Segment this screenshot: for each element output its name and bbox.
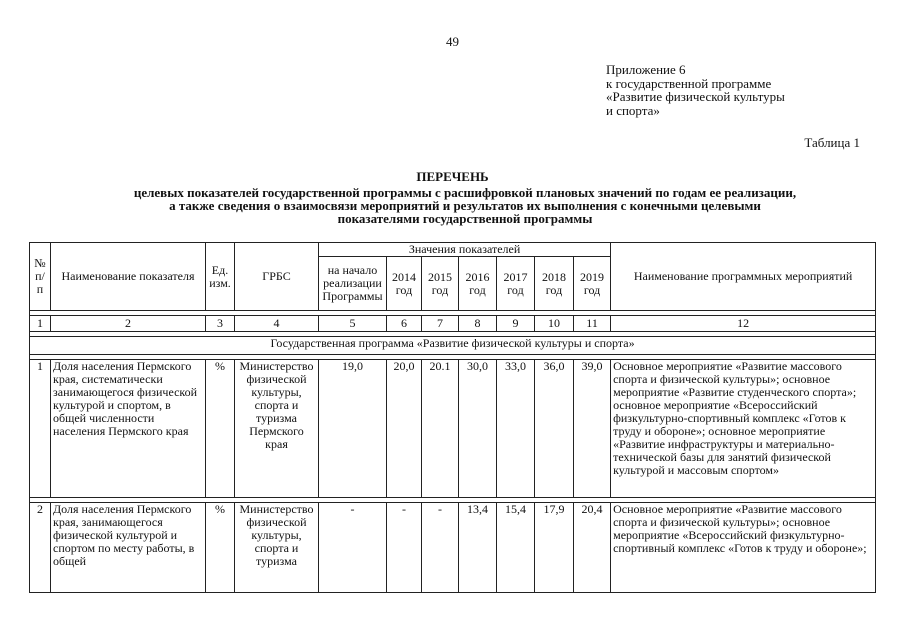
header-2016: 2016 год <box>459 257 497 311</box>
appendix-line: Приложение 6 <box>606 62 686 77</box>
header-2017: 2017 год <box>497 257 535 311</box>
col-number: 11 <box>574 316 611 332</box>
row-2015: 20.1 <box>422 360 459 498</box>
col-number: 6 <box>387 316 422 332</box>
header-unit: Ед. изм. <box>206 243 235 311</box>
col-number: 7 <box>422 316 459 332</box>
row-2014: 20,0 <box>387 360 422 498</box>
header-2015: 2015 год <box>422 257 459 311</box>
col-number: 2 <box>51 316 206 332</box>
row-2016: 13,4 <box>459 503 497 593</box>
header-values-group: Значения показателей <box>319 243 611 257</box>
header-2018: 2018 год <box>535 257 574 311</box>
row-grbs: Министерство физической культуры, спорта и туризма Пермского края <box>235 360 319 498</box>
row-grbs: Министерство физической культуры, спорта и туризма <box>235 503 319 593</box>
row-2014: - <box>387 503 422 593</box>
row-name: Доля населения Пермского края, систематически занимающегося физической культурой и спортом, в общей численности населения Пермского края <box>51 360 206 498</box>
col-number: 8 <box>459 316 497 332</box>
header-name: Наименование показателя <box>51 243 206 311</box>
row-name: Доля населения Пермского края, занимающегося физической культурой и спортом по месту работы, в общей <box>51 503 206 593</box>
subtitle-line: а также сведения о взаимосвязи мероприятий и результатов их выполнения с конечными целевыми <box>169 198 761 213</box>
subtitle-line: показателями государственной программы <box>337 211 593 226</box>
appendix-line: и спорта» <box>606 102 660 118</box>
row-events: Основное мероприятие «Развитие массового спорта и физической культуры»; основное мероприятие «Развитие студенческого спорта»; основное мероприятие «Всероссийский физкультурно-спортивный комплекс «Готов к труду и обороне»; основное мероприятие «Развитие инфраструктуры и материально-технической базы для занятий физической культурой и массовым спортом» <box>611 360 876 498</box>
row-start: 19,0 <box>319 360 387 498</box>
row-start: - <box>319 503 387 593</box>
table-row <box>30 503 876 593</box>
row-num: 2 <box>30 503 51 593</box>
col-number: 3 <box>206 316 235 332</box>
col-number: 12 <box>611 316 876 332</box>
row-events: Основное мероприятие «Развитие массового спорта и физической культуры»; основное мероприятие «Всероссийский физкультурно-спортивный комплекс «Готов к труду и обороне»; <box>611 503 876 593</box>
column-numbers-row <box>30 316 876 332</box>
row-2015: - <box>422 503 459 593</box>
subtitle-line: целевых показателей государственной программы с расшифровкой плановых значений по годам ее реализации, <box>133 185 797 200</box>
appendix-line: к государственной программе <box>606 75 772 91</box>
col-number: 1 <box>30 316 51 332</box>
header-num: № п/п <box>30 243 51 311</box>
row-2019: 20,4 <box>574 503 611 593</box>
col-number: 5 <box>319 316 387 332</box>
header-grbs: ГРБС <box>235 243 319 311</box>
header-2019: 2019 год <box>574 257 611 311</box>
row-unit: % <box>206 503 235 593</box>
col-number: 4 <box>235 316 319 332</box>
col-number: 10 <box>535 316 574 332</box>
program-title-row: Государственная программа «Развитие физической культуры и спорта» <box>30 337 876 355</box>
indicators-table <box>29 242 876 593</box>
appendix-line: «Развитие физической культуры <box>606 89 785 104</box>
col-number: 9 <box>497 316 535 332</box>
page-number: 49 <box>446 34 459 49</box>
document-title: ПЕРЕЧЕНЬ <box>416 169 489 184</box>
row-num: 1 <box>30 360 51 498</box>
row-2018: 36,0 <box>535 360 574 498</box>
row-2018: 17,9 <box>535 503 574 593</box>
row-unit: % <box>206 360 235 498</box>
header-events: Наименование программных мероприятий <box>611 243 876 311</box>
row-2017: 33,0 <box>497 360 535 498</box>
header-start: на начало реализации Программы <box>319 257 387 311</box>
table-row <box>30 360 876 498</box>
table-label: Таблица 1 <box>804 135 860 150</box>
appendix-note <box>606 63 785 117</box>
row-2019: 39,0 <box>574 360 611 498</box>
row-2016: 30,0 <box>459 360 497 498</box>
header-2014: 2014 год <box>387 257 422 311</box>
document-subtitle <box>80 186 850 225</box>
row-2017: 15,4 <box>497 503 535 593</box>
